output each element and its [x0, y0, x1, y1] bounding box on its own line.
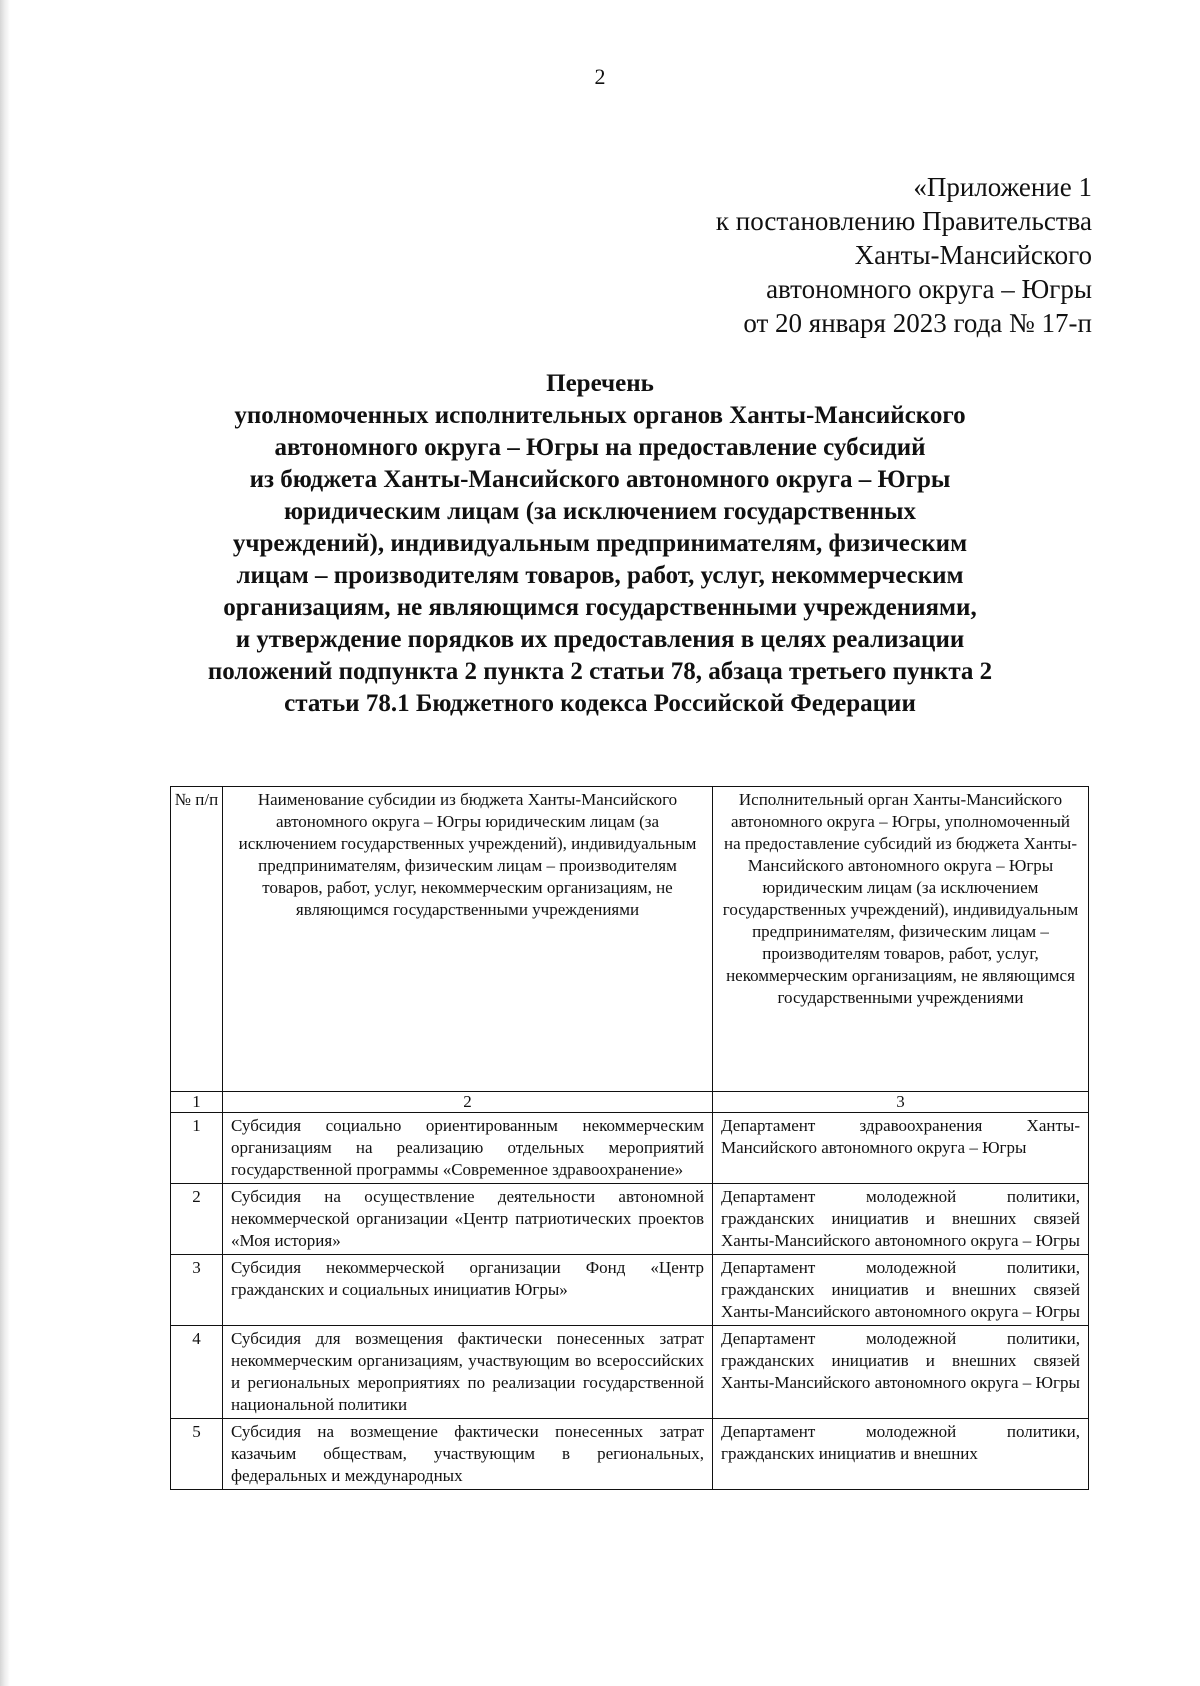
subsidy-table [170, 786, 1089, 1490]
executive-body: Департамент молодежной политики, гражданских инициатив и внешних связей Ханты-Мансийского автономного округа – Югры [713, 1255, 1089, 1326]
appendix-block [716, 170, 1092, 340]
table-row [171, 1184, 1089, 1255]
table-row [171, 1419, 1089, 1490]
column-number-row [171, 1092, 1089, 1113]
title-line: положений подпункта 2 пункта 2 статьи 78, абзаца третьего пункта 2 [207, 658, 993, 685]
subsidy-name: Субсидия некоммерческой организации Фонд «Центр гражданских и социальных инициатив Югры» [223, 1255, 713, 1326]
subsidy-name: Субсидия социально ориентированным некоммерческим организациям на реализацию отдельных мероприятий государственной программы «Современное здравоохранение» [223, 1113, 713, 1184]
row-number: 3 [171, 1255, 223, 1326]
title-line: уполномоченных исполнительных органов Ханты-Мансийского [234, 402, 966, 429]
executive-body: Департамент молодежной политики, гражданских инициатив и внешних связей Ханты-Мансийского автономного округа – Югры [713, 1326, 1089, 1419]
executive-body: Департамент молодежной политики, гражданских инициатив и внешних [713, 1419, 1089, 1490]
appendix-line: Ханты-Мансийского [854, 240, 1092, 270]
appendix-line: от 20 января 2023 года № 17-п [743, 308, 1092, 338]
column-number: 2 [223, 1092, 713, 1113]
executive-body: Департамент молодежной политики, гражданских инициатив и внешних связей Ханты-Мансийского автономного округа – Югры [713, 1184, 1089, 1255]
header-subsidy-name: Наименование субсидии из бюджета Ханты-Мансийского автономного округа – Югры юридическим лицам (за исключением государственных учреждений), индивидуальным предпринимателям, физическим лицам – производителям товаров, работ, услуг, некоммерческим организациям, не являющимся государственными учреждениями [223, 787, 713, 1092]
title-line: статьи 78.1 Бюджетного кодекса Российской Федерации [284, 690, 916, 717]
table-row [171, 1113, 1089, 1184]
subsidy-name: Субсидия для возмещения фактически понесенных затрат некоммерческим организациям, участвующим во всероссийских и региональных мероприятиях по реализации государственной национальной политики [223, 1326, 713, 1419]
page-number: 2 [594, 64, 606, 89]
title-line: из бюджета Ханты-Мансийского автономного округа – Югры [249, 466, 951, 493]
row-number: 5 [171, 1419, 223, 1490]
subsidy-name: Субсидия на возмещение фактически понесенных затрат казачьим обществам, участвующим в региональных, федеральных и международных [223, 1419, 713, 1490]
appendix-line: к постановлению Правительства [715, 206, 1092, 236]
column-number: 3 [713, 1092, 1089, 1113]
row-number: 4 [171, 1326, 223, 1419]
executive-body: Департамент здравоохранения Ханты-Мансийского автономного округа – Югры [713, 1113, 1089, 1184]
appendix-line: «Приложение 1 [913, 172, 1092, 202]
title-line: автономного округа – Югры на предоставление субсидий [274, 434, 926, 461]
column-number: 1 [171, 1092, 223, 1113]
row-number: 1 [171, 1113, 223, 1184]
title-line: Перечень [546, 370, 654, 397]
scan-edge [0, 0, 10, 1686]
table-row [171, 1255, 1089, 1326]
table-header-row [171, 787, 1089, 1092]
title-line: организациям, не являющимся государственными учреждениями, [223, 594, 977, 621]
title-line: учреждений), индивидуальным предпринимателям, физическим [232, 530, 968, 557]
subsidy-name: Субсидия на осуществление деятельности автономной некоммерческой организации «Центр патриотических проектов «Моя история» [223, 1184, 713, 1255]
document-title [150, 368, 1050, 720]
appendix-line: автономного округа – Югры [766, 274, 1092, 304]
row-number: 2 [171, 1184, 223, 1255]
header-number: № п/п [171, 787, 223, 1092]
table-row [171, 1326, 1089, 1419]
title-line: юридическим лицам (за исключением государственных [283, 498, 917, 525]
title-line: и утверждение порядков их предоставления в целях реализации [235, 626, 965, 653]
header-executive-body: Исполнительный орган Ханты-Мансийского автономного округа – Югры, уполномоченный на предоставление субсидий из бюджета Ханты-Мансийского автономного округа – Югры юридическим лицам (за исключением государственных учреждений), индивидуальным предпринимателям, физическим лицам – производителям товаров, работ, услуг, некоммерческим организациям, не являющимся государственными учреждениями [713, 787, 1089, 1092]
title-line: лицам – производителям товаров, работ, услуг, некоммерческим [236, 562, 964, 589]
